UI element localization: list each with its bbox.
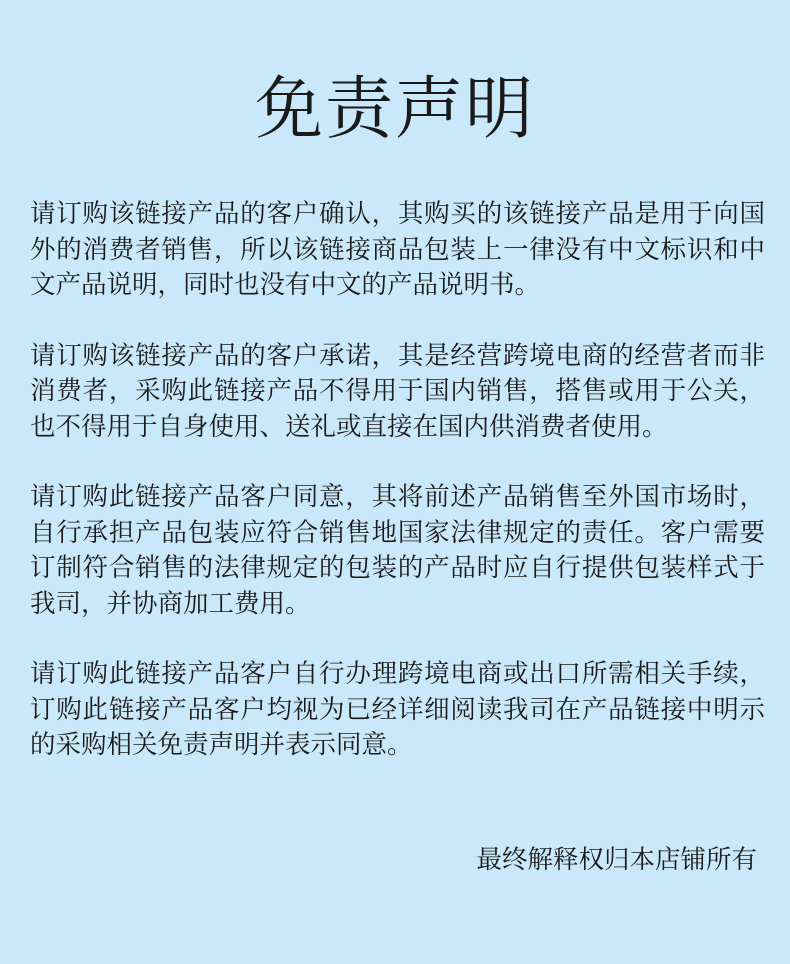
paragraph-confirmation: 请订购该链接产品的客户确认，其购买的该链接产品是用于向国外的消费者销售，所以该链接商品包装上一律没有中文标识和中文产品说明，同时也没有中文的产品说明书。 — [30, 199, 765, 300]
disclaimer-body — [30, 197, 765, 799]
paragraph-commitment: 请订购该链接产品的客户承诺，其是经营跨境电商的经营者而非消费者，采购此链接产品不得用于国内销售，搭售或用于公关，也不得用于自身使用、送礼或直接在国内供消费者使用。 — [30, 340, 765, 442]
final-interpretation-note: 最终解释权归本店铺所有 — [476, 845, 757, 875]
page-title: 免责声明 — [254, 70, 535, 149]
paragraph-procedures: 请订购此链接产品客户自行办理跨境电商或出口所需相关手续，订购此链接产品客户均视为已经详细阅读我司在产品链接中明示的采购相关免责声明并表示同意。 — [30, 659, 765, 760]
paragraph-consent: 请订购此链接产品客户同意，其将前述产品销售至外国市场时，自行承担产品包装应符合销售地国家法律规定的责任。客户需要订制符合销售的法律规定的包装的产品时应自行提供包装样式于我司，并协商加工费用。 — [30, 482, 765, 619]
